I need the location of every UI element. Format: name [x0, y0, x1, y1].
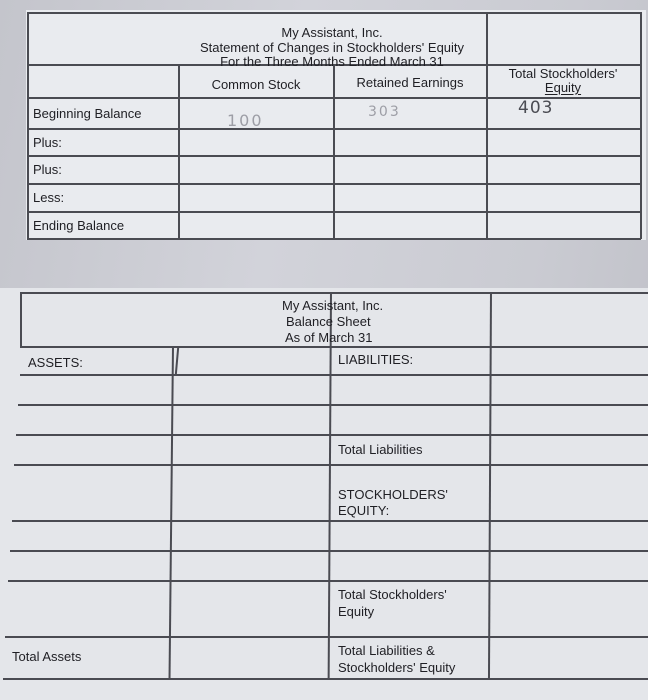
assets-label: ASSETS: — [28, 355, 83, 370]
balance-sheet — [0, 288, 648, 700]
handwritten-common-stock: 100 — [227, 111, 264, 130]
row-plus-2: Plus: — [33, 162, 62, 177]
table-rule — [21, 346, 648, 348]
table-rule — [27, 12, 641, 14]
table-rule — [640, 12, 642, 239]
total-equity-line1: Total Stockholders' — [338, 587, 447, 602]
table-rule — [20, 292, 22, 348]
statement-title: Statement of Changes in Stockholders' Equity — [199, 40, 465, 55]
bs-date: As of March 31 — [285, 330, 373, 345]
statement-company: My Assistant, Inc. — [281, 25, 383, 40]
col-total-equity-line2: Equity — [544, 80, 582, 95]
table-rule — [3, 678, 648, 680]
table-rule — [14, 464, 648, 466]
statement-period: For the Three Months Ended March 31 — [220, 54, 444, 69]
table-rule — [27, 12, 29, 239]
total-le-line2: Stockholders' Equity — [338, 660, 456, 675]
row-less: Less: — [33, 190, 65, 205]
table-rule — [18, 404, 648, 406]
col-total-equity-line1: Total Stockholders' — [508, 66, 618, 81]
table-rule — [5, 636, 648, 638]
stockholders-equity-line2: EQUITY: — [338, 503, 390, 518]
total-le-line1: Total Liabilities & — [338, 643, 435, 658]
handwritten-total-equity: 403 — [518, 98, 554, 118]
handwritten-retained-earnings: 303 — [368, 104, 401, 120]
table-rule — [21, 292, 648, 294]
table-rule — [16, 434, 648, 436]
total-assets-label: Total Assets — [12, 649, 82, 664]
row-ending-balance: Ending Balance — [33, 218, 125, 233]
col-common-stock: Common Stock — [211, 77, 301, 92]
bs-title: Balance Sheet — [286, 314, 371, 329]
stockholders-equity-line1: STOCKHOLDERS' — [338, 487, 448, 502]
bs-company: My Assistant, Inc. — [282, 298, 384, 313]
col-retained-earnings: Retained Earnings — [356, 75, 464, 90]
total-liabilities-label: Total Liabilities — [338, 442, 423, 457]
liabilities-label: LIABILITIES: — [338, 352, 414, 367]
row-beginning-balance: Beginning Balance — [33, 106, 142, 121]
total-equity-line2: Equity — [338, 604, 375, 619]
row-plus-1: Plus: — [33, 135, 62, 150]
table-rule — [20, 374, 648, 376]
